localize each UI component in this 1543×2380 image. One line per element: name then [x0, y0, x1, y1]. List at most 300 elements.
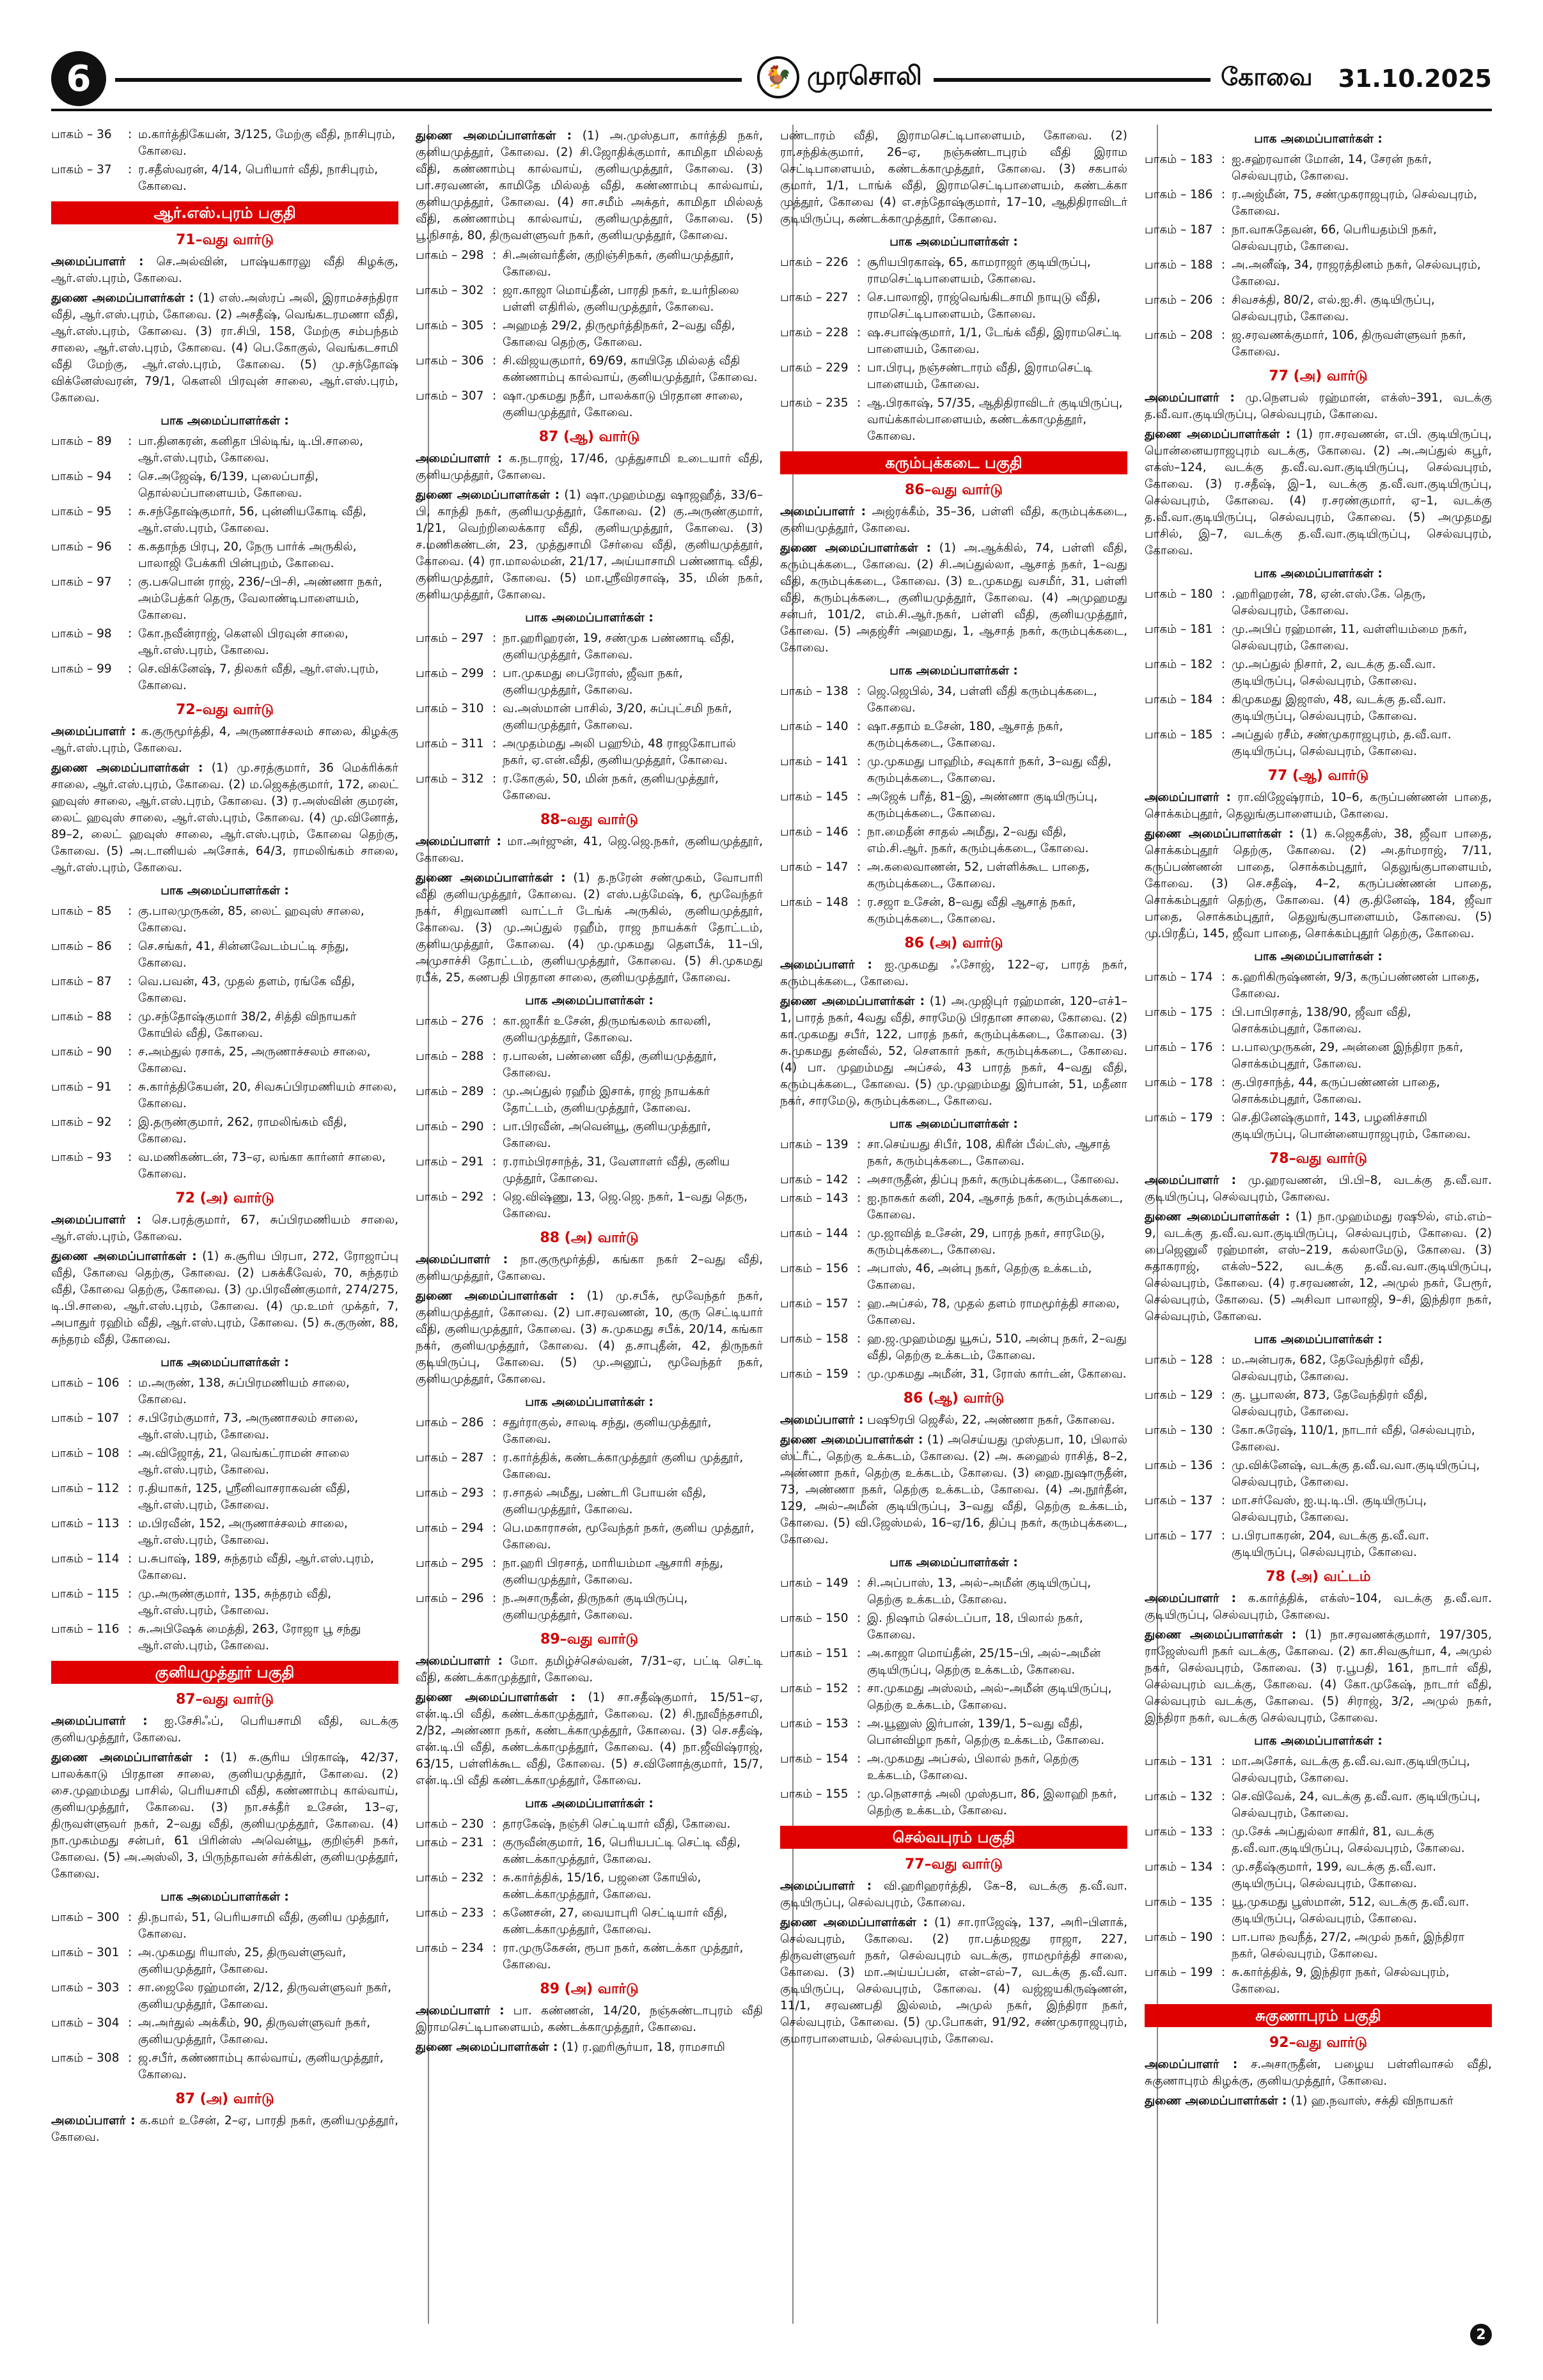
booth-entry [51, 1621, 398, 1654]
booth-entry [51, 938, 398, 972]
separator-colon: : [1221, 1459, 1226, 1472]
separator-colon: : [128, 1622, 132, 1636]
separator-colon: : [492, 1817, 497, 1831]
booth-number: பாகம் – 92 [51, 1116, 112, 1129]
subheading: பாக அமைப்பாளர்கள் : [525, 1396, 654, 1409]
booth-entry [51, 1445, 398, 1479]
role-label: அமைப்பாளர் : [416, 835, 501, 848]
booth-number: பாகம் – 155 [780, 1787, 849, 1801]
booth-entry [51, 661, 398, 694]
booth-entry [51, 1551, 398, 1584]
separator-colon: : [1221, 188, 1226, 201]
separator-colon: : [492, 389, 497, 403]
booth-appointee: மு.சந்தோஷ்குமார் 38/2, சித்தி விநாயகர் கோயில் வீதி, கோவை. [138, 1010, 357, 1040]
booth-entry [780, 1575, 1127, 1608]
separator-colon: : [492, 1451, 497, 1465]
appointee-details: ஐ.சேசிஃப், பெரியசாமி வீதி, வடக்கு குனியமுத்தூர், கோவை. [51, 1715, 398, 1745]
appointee-details: (1) அ.ஆக்கில், 74, பள்ளி வீதி, கரும்புக்கடை, கோவை. (2) சி.அப்துல்லா, ஆசாத் நகர், 1–வது வீதி, கரும்புக்கடை, கோவை. (3) உ.முகமது வசமீர், 31, பள்ளி வீதி, கரும்புக்கடை, குனியமுத்தூர், கோவை. (4) அமுஹமது சன்பர், 101/2, எம்.சி.ஆர்.நகர், பள்ளி வீதி, குனியமுத்தூர், கோவை. (5) அதஜ்சீர் அஹமது, 1, ஆசாத் நகர், கரும்புக்கடை, கோவை. [780, 541, 1127, 655]
separator-colon: : [492, 1416, 497, 1429]
separator-colon: : [1221, 1006, 1226, 1019]
booth-appointee: ஹ.அப்சல், 78, முதல் தளம் ராமமூர்த்தி சாலை, கோவை. [867, 1297, 1120, 1327]
separator-colon: : [492, 284, 497, 297]
role-label: துணை அமைப்பாளர்கள் : [780, 995, 925, 1008]
appointment-paragraph [416, 128, 763, 244]
booth-entry [1145, 1075, 1492, 1108]
section-heading: சுகுணாபுரம் பகுதி [1145, 2004, 1492, 2027]
booth-appointee: ரா.முருகேசன், ரூபா நகர், கண்டக்கா முத்தூர், கோவை. [503, 1941, 744, 1972]
separator-colon: : [128, 505, 132, 518]
booth-appointee: க.சுதாந்த பிரபு, 20, நேரு பார்க் அருகில், பாலாஜி பேக்கரி பின்புறம், கோவை. [138, 540, 357, 570]
booth-appointee: அ.காஜா மொய்தீன், 25/15–பி, அல்–அமீன் குடியிருப்பு, தெற்கு உக்கடம், கோவை. [867, 1647, 1101, 1677]
booth-number: பாகம் – 311 [416, 737, 484, 751]
appointee-details: பஷூரபி ஜெசீல், 22, அண்ணா நகர், கோவை. [867, 1413, 1115, 1427]
booth-number: பாகம் – 86 [51, 940, 112, 953]
booth-appointee: சு.அபிஷேக் மைத்தி, 263, ரோஜா பூ சந்து ஆர்.எஸ்.புரம், கோவை. [138, 1622, 361, 1653]
booth-appointee: சு.கார்த்திக், 9, இந்திரா நகர், செல்வபுரம், கோவை. [1232, 1966, 1450, 1996]
booth-number: பாகம் – 88 [51, 1010, 112, 1023]
appointee-details: பண்டாரம் வீதி, இராமசெட்டிபாளையம், கோவை. (2) ரா.சந்திக்குமார், 26–ஏ, நஞ்சுண்டாபுரம் வீதி இராம செட்டிபாளையம், கண்டக்காமுத்தூர், கோவை. (3) சகபால் குமார், 1/1, டாங்க் வீதி, இராமசெட்டிபாளையம், கண்டக்கா முத்தூர், கோவை (4) எ.சந்தோஷ்குமார், 17–10, ஆதிதிராவிடர் குடியிருப்பு, கண்டக்காமுத்தூர், கோவை. [780, 129, 1127, 226]
booth-entry [51, 1980, 398, 2013]
booth-entry [51, 162, 398, 195]
ward-heading: 89 (அ) வார்டு [540, 1981, 639, 1997]
booth-number: பாகம் – 36 [51, 128, 112, 141]
ward-heading: 77 (அ) வார்டு [1269, 368, 1368, 384]
booth-entry [1145, 1824, 1492, 1857]
booth-entry [780, 290, 1127, 323]
role-label: துணை அமைப்பாளர்கள் : [780, 541, 932, 555]
separator-colon: : [492, 1592, 497, 1605]
booth-number: பாகம் – 133 [1145, 1825, 1213, 1839]
booth-number: பாகம் – 229 [780, 361, 849, 375]
appointment-paragraph [780, 1878, 1127, 1911]
booth-number: பாகம் – 94 [51, 470, 112, 483]
separator-colon: : [492, 1486, 497, 1500]
appointment-paragraph [416, 451, 763, 484]
booth-entry [780, 1751, 1127, 1784]
booth-number: பாகம் – 182 [1145, 658, 1213, 671]
subheading: பாக அமைப்பாளர்கள் : [889, 664, 1018, 678]
booth-appointee: மா.சர்வேஸ், ஐ.யு.டி.பி. குடியிருப்பு, செல்வபுரம், கோவை. [1232, 1494, 1427, 1524]
booth-appointee: மு.அபிப் ரஹ்மான், 11, வள்ளியம்மை நகர், செல்வபுரம், கோவை. [1232, 623, 1468, 653]
separator-colon: : [857, 1297, 861, 1311]
subheading: பாக அமைப்பாளர்கள் : [1254, 567, 1382, 580]
booth-appointee: சூரியபிரகாஷ், 65, காமராஜர் குடியிருப்பு, ராமசெட்டிபாளையம், கோவை. [867, 256, 1091, 286]
booth-number: பாகம் – 185 [1145, 728, 1213, 742]
booth-number: பாகம் – 286 [416, 1416, 484, 1429]
booth-number: பாகம் – 99 [51, 662, 112, 676]
booth-entry [1145, 292, 1492, 325]
role-label: துணை அமைப்பாளர்கள் : [1145, 428, 1291, 441]
separator-colon: : [1221, 1895, 1226, 1909]
edition-name: கோவை [1221, 63, 1313, 91]
booth-entry [1145, 222, 1492, 255]
booth-number: பாகம் – 187 [1145, 223, 1213, 237]
booth-appointee: ர.பாலன், பண்ணை வீதி, குனியமுத்தூர், கோவை. [503, 1050, 717, 1080]
booth-appointee: பா.பால நவநீத், 27/2, அமுல் நகர், இந்திரா நகர், செல்வபுரம், கோவை. [1232, 1931, 1465, 1961]
separator-colon: : [1221, 223, 1226, 237]
booth-entry [780, 1716, 1127, 1749]
appointee-details: (1) எஸ்.அஸ்ரப் அலி, இராமச்சந்திரா வீதி, ஆர்.எஸ்.புரம், கோவை. (2) அசதீஷ், வெங்கடரமணா வீதி, ஆர்.எஸ்.புரம், கோவை. (3) ரா.சிபி, 158, மேற்கு சம்பந்தம் சாலை, ஆர்.எஸ்.புரம், கோவை. (4) பெ.கோகுல், வெங்கடசாமி வீதி மேற்கு, ஆர்.எஸ்.புரம், கோவை. (5) மு.சந்தோஷ் விக்னேஸ்வரன், 79/1, கௌலி பிரவுன் சாலை, ஆர்.எஸ்.புரம், கோவை. [51, 292, 398, 405]
booth-entry [416, 736, 763, 769]
booth-appointee: மு.அருண்குமார், 135, சுந்தரம் வீதி, ஆர்.எஸ்.புரம், கோவை. [138, 1587, 332, 1617]
separator-colon: : [857, 1612, 861, 1625]
separator-colon: : [492, 354, 497, 368]
separator-colon: : [128, 2016, 132, 2030]
booth-appointee: செ.தினேஷ்குமார், 143, பழனிச்சாமி குடியிருப்பு, பொன்னையராஜபுரம், கோவை. [1232, 1111, 1471, 1141]
booth-entry [1145, 1929, 1492, 1963]
booth-number: பாகம் – 142 [780, 1173, 849, 1186]
booth-entry [780, 824, 1127, 857]
separator-colon: : [1221, 153, 1226, 166]
appointment-paragraph [51, 760, 398, 876]
booth-appointee: சி.அன்வர்தீன், குறிஞ்சிநகர், குனியமுத்தூர், கோவை. [503, 249, 734, 279]
appointment-paragraph [416, 487, 763, 603]
booth-number: பாகம் – 293 [416, 1486, 484, 1500]
booth-number: பாகம் – 180 [1145, 587, 1213, 601]
appointment-paragraph [416, 1653, 763, 1686]
booth-entry [416, 771, 763, 804]
booth-appointee: நா.மைதீன் சாதல் அமீது, 2–வது வீதி, எம்.சி.ஆர். நகர், கரும்புக்கடை, கோவை. [867, 825, 1089, 855]
appointee-details: (1) சா.ராஜேஷ், 137, அரி–பிளாக், செல்வபுரம், கோவை. (2) ரா.பத்மஜது ராஜா, 227, திருவள்ளுவர் நகர், செல்வபுரம் வடக்கு, ராமமூர்த்தி சாலை, கோவை. (3) மா.அய்யப்பன், என்–எல்–7, வடக்கு த.வீ.வா. குடியிருப்பு, செல்வபுரம், கோவை. (4) வஜ்ஜயகிருஷ்ணன், 11/1, சரவணபதி இல்லம், அமுல் நகர், இந்திரா நகர், செல்வபுரம், கோவை. (5) மு.போகள், 91/92, சண்முகராஜபுரம், குமாரபாளையம், செல்வபுரம், கோவை. [780, 1916, 1127, 2046]
ward-heading: 77–வது வார்டு [904, 1856, 1003, 1872]
booth-number: பாகம் – 147 [780, 860, 849, 874]
appointment-paragraph [51, 254, 398, 287]
booth-appointee: பா.தினகரன், கனிதா பில்டிங், டி.பி.சாலை, ஆர்.எஸ்.புரம், கோவை. [138, 435, 363, 465]
appointee-details: (1) சா.சதீஷ்குமார், 15/51–ஏ, என்.டி.பி வீதி, கண்டக்காமுத்தூர், கோவை. (2) சி.நூவீந்தசாமி, 2/32, அண்ணா நகர், கண்டக்காமுத்தூர், கோவை. (3) செ.சதீஷ், என்.டி.பி வீதி, கண்டக்காமுத்தூர், கோவை. (4) நா.ஜீவிஷ்ராஜ், 63/15, பள்ளிக்கூட வீதி, கோவை. (5) ச.வினோத்குமார், 15/7, என்.டி.பி வீதி கண்டக்காமுத்தூர், கோவை. [416, 1691, 763, 1787]
role-label: துணை அமைப்பாளர்கள் : [416, 2041, 558, 2054]
booth-entry [780, 1645, 1127, 1679]
booth-entry [1145, 257, 1492, 290]
booth-appointee: நா.வாசுதேவன், 66, பெரியதம்பி நகர், செல்வபுரம், கோவை. [1232, 223, 1437, 253]
separator-colon: : [1221, 1755, 1226, 1768]
booth-number: பாகம் – 206 [1145, 293, 1213, 307]
separator-colon: : [492, 667, 497, 680]
separator-colon: : [857, 896, 861, 909]
separator-colon: : [128, 128, 132, 141]
separator-colon: : [128, 470, 132, 483]
separator-colon: : [1221, 1424, 1226, 1437]
page-footer-badge: 2 [1470, 2324, 1492, 2345]
booth-entry [51, 1114, 398, 1147]
booth-entry [780, 1172, 1127, 1188]
role-label: துணை அமைப்பாளர்கள் : [1145, 827, 1294, 841]
booth-number: பாகம் – 233 [416, 1906, 484, 1920]
booth-entry [780, 1225, 1127, 1259]
booth-number: பாகம் – 291 [416, 1155, 484, 1169]
booth-entry [1145, 187, 1492, 220]
separator-colon: : [857, 860, 861, 874]
role-label: அமைப்பாளர் : [780, 958, 872, 972]
booth-entry [416, 1520, 763, 1553]
booth-appointee: ர.கார்த்திக், கண்டக்காமுத்தூர் குனிய முத்தூர், கோவை. [503, 1451, 744, 1481]
appointee-details: (1) ஹ.நவாஸ், சக்தி விநாயகர் [1290, 2094, 1453, 2108]
separator-colon: : [857, 396, 861, 410]
role-label: துணை அமைப்பாளர்கள் : [416, 488, 560, 502]
booth-appointee: சு.சந்தோஷ்குமார், 56, புன்னியகோடி வீதி, ஆர்.எஸ்.புரம், கோவை. [138, 505, 366, 535]
appointee-details: (1) நா.சரவணக்குமார், 197/305, ராஜேஸ்வரி நகர் வடக்கு, கோவை. (2) கா.சிவசூர்யா, 4, அமுல் நகர், செல்வபுரம், கோவை. (3) ர.பூபதி, 161, நாடார் வீதி, செல்வபுரம் வடக்கு, கோவை. (4) கோ.முகேஷ், நாடார் வீதி, செல்வபுரம் வடக்கு, கோவை. (5) சிராஜ், 3/2, அமுல் நகர், இந்திரா நகர், வடக்கு செல்வபுரம், கோவை. [1145, 1628, 1492, 1725]
booth-entry [416, 283, 763, 316]
role-label: துணை அமைப்பாளர்கள் : [780, 1916, 928, 1929]
booth-appointee: மு.அப்துல் நிசார், 2, வடக்கு த.வீ.வா. குடியிருப்பு, செல்வபுரம், கோவை. [1232, 658, 1436, 688]
appointment-paragraph [51, 1713, 398, 1746]
appointment-paragraph [51, 1212, 398, 1245]
appointee-details: (1) ரா.சரவணன், எ.பி. குடியிருப்பு, பொன்னையராஜபுரம் வடக்கு, கோவை. (2) அ.அப்துல் கபூர், எக்ஸ்–124, வடக்கு த.வீ.வ.வா.குடியிருப்பு, செல்வபுரம், கோவை. (3) ர.சதீஷ், இ–1, வடக்கு த.வீ.வா.குடியிருப்பு, செல்வபுரம், கோவை. (4) ர.சரண்குமார், ஏ–1, வடக்கு த.வீ.வா.குடியிருப்பு, செல்வபுரம், கோவை. (5) அமுதமது பாசில், இ–7, வடக்கு த.வீ.வா.குடியிருப்பு, செல்வபுரம், கோவை. [1145, 428, 1492, 557]
booth-number: பாகம் – 131 [1145, 1755, 1213, 1768]
booth-appointee: ஜெ.விஷ்ணு, 13, ஜெ.ஜெ. நகர், 1–வது தெரு, கோவை. [503, 1190, 748, 1220]
booth-entry [416, 388, 763, 421]
masthead-rule-right [934, 78, 1241, 82]
masthead [51, 51, 1492, 111]
booth-number: பாகம் – 178 [1145, 1076, 1213, 1089]
booth-appointee: ப.பிரபாகரன், 204, வடக்கு த.வீ.வா. குடியிருப்பு, செல்வபுரம், கோவை. [1232, 1529, 1429, 1559]
booth-number: பாகம் – 137 [1145, 1494, 1213, 1507]
booth-entry [51, 1410, 398, 1443]
separator-colon: : [492, 772, 497, 786]
booth-number: பாகம் – 183 [1145, 153, 1213, 166]
booth-entry [1145, 1004, 1492, 1038]
separator-colon: : [857, 1173, 861, 1186]
booth-entry [416, 1154, 763, 1187]
booth-appointee: கு.பசுபொன் ராஜ், 236/–பி–சி, அண்ணா நகர், அம்பேத்கர் தெரு, வேலாண்டிபாளையம், கோவை. [138, 575, 382, 622]
booth-appointee: அ.யூனுஸ் இர்பான், 139/1, 5–வது வீதி, பொன்விழா நகர், தெற்கு உக்கடம், கோவை. [867, 1717, 1105, 1747]
booth-appointee: ஜ.சரவணக்குமார், 106, திருவள்ளுவர் நகர், கோவை. [1232, 329, 1466, 359]
appointment-paragraph [416, 1252, 763, 1285]
booth-entry [416, 1591, 763, 1624]
subheading: பாக அமைப்பாளர்கள் : [161, 1356, 289, 1369]
booth-number: பாகம் – 37 [51, 163, 112, 176]
appointment-paragraph [416, 2003, 763, 2036]
appointee-details: (1) த.நரேன் சண்முகம், வோபாரி வீதி குனியமுத்தூர், கோவை. (2) எஸ்.பத்மேஷ், 6, மூவேந்தர் நகர், சிறுவாணி வாட்டர் டேங்க் அருகில், குனியமுத்தூர், கோவை. (3) மு.அப்துல் ரஹீம், ராஜ நாயக்கர் தோட்டம், குனியமுத்தூர், கோவை. (4) மு.முகமது தௌபீக், 11–பி, அமுசாச்சி தோட்டம், குனியமுத்தூர், கோவை. (5) சி.முகமது ரபீக், 25, கணபதி பிரதான சாலை, குனியமுத்தூர், கோவை. [416, 871, 763, 984]
separator-colon: : [857, 825, 861, 839]
booth-appointee: ஐ.சஹ்ரவான் மோன், 14, சேரன் நகர், செல்வபுரம், கோவை. [1232, 153, 1432, 183]
booth-number: பாகம் – 312 [416, 772, 484, 786]
separator-colon: : [1221, 1111, 1226, 1124]
booth-appointee: மு.முகமது பாஹிம், சவுகார் நகர், 3–வது வீதி, கரும்புக்கடை, கோவை. [867, 755, 1112, 785]
booth-appointee: அஹமத் 29/2, திருமூர்த்திநகர், 2–வது வீதி, கோவை தெற்கு, கோவை. [503, 319, 735, 349]
booth-entry [51, 903, 398, 937]
booth-appointee: ம.அருண், 138, சுப்பிரமணியம் சாலை, கோவை. [138, 1376, 350, 1406]
booth-appointee: ர.ராம்பிரசாந்த், 31, வேளாளர் வீதி, குனிய முத்தூர், கோவை. [503, 1155, 730, 1185]
separator-colon: : [128, 1080, 132, 1094]
column-1 [51, 125, 398, 2337]
appointee-details: ஐ.முகமது ஃசோஜ், 122–ஏ, பாரத் நகர், கரும்புக்கடை, கோவை. [780, 958, 1127, 988]
booth-number: பாகம் – 276 [416, 1015, 484, 1028]
booth-entry [416, 1940, 763, 1973]
booth-entry [416, 1870, 763, 1903]
role-label: அமைப்பாளர் : [780, 1413, 864, 1427]
separator-colon: : [1221, 1076, 1226, 1089]
ward-heading: 87 (அ) வார்டு [175, 2091, 274, 2107]
separator-colon: : [857, 1787, 861, 1801]
appointment-paragraph [1145, 390, 1492, 423]
appointment-paragraph [1145, 1627, 1492, 1727]
booth-appointee: ர.சதீஸ்வரன், 4/14, பெரியார் வீதி, நாசிபுரம், கோவை. [138, 163, 379, 193]
separator-colon: : [1221, 258, 1226, 272]
role-label: அமைப்பாளர் : [51, 255, 144, 268]
booth-number: பாகம் – 90 [51, 1045, 112, 1059]
booth-appointee: நா.ஹரி பிரசாத், மாரியம்மா ஆசாரி சந்து, குனியமுத்தூர், கோவை. [503, 1557, 724, 1587]
booth-entry [780, 1681, 1127, 1714]
booth-number: பாகம் – 153 [780, 1717, 849, 1731]
booth-entry [1145, 1387, 1492, 1420]
booth-appointee: ஜா.காஜா மொய்தீன், பாரதி நகர், உயர்நிலை பள்ளி எதிரில், குனியமுத்தூர், கோவை. [503, 284, 739, 314]
booth-entry [416, 1013, 763, 1046]
booth-number: பாகம் – 297 [416, 632, 484, 645]
booth-number: பாகம் – 132 [1145, 1790, 1213, 1803]
booth-appointee: ம.பிரவீன், 152, அருணாச்சலம் சாலை, ஆர்.எஸ்.புரம், கோவை. [138, 1517, 348, 1547]
booth-appointee: தாரகேஷ், நஞ்சி செட்டியார் வீதி, கோவை. [503, 1817, 731, 1831]
booth-appointee: அ.முகமது அப்சல், பிலால் நகர், தெற்கு உக்கடம், கோவை. [867, 1752, 1079, 1782]
separator-colon: : [128, 575, 132, 589]
booth-number: பாகம் – 148 [780, 896, 849, 909]
booth-appointee: பி.பாபிரசாத், 138/90, ஜீவா வீதி, சொக்கம்புதூர், கோவை. [1232, 1006, 1411, 1036]
booth-number: பாகம் – 176 [1145, 1041, 1213, 1054]
appointment-paragraph [51, 1750, 398, 1883]
separator-colon: : [1221, 1790, 1226, 1803]
separator-colon: : [857, 1332, 861, 1346]
booth-entry [51, 1079, 398, 1112]
booth-appointee: சா.ஜைலே ரஹ்மான், 2/12, திருவள்ளுவர் நகர், குனியமுத்தூர், கோவை. [138, 1981, 391, 2011]
subheading: பாக அமைப்பாளர்கள் : [1254, 132, 1382, 146]
booth-entry [416, 1555, 763, 1589]
separator-colon: : [1221, 1529, 1226, 1543]
booth-appointee: ஆ.பிரகாஷ், 57/35, ஆதிதிராவிடர் குடியிருப்பு, வாய்க்கால்பாளையம், கண்டக்காமுத்தூர், கோவை. [867, 396, 1123, 443]
booth-number: பாகம் – 157 [780, 1297, 849, 1311]
booth-appointee: பா.பிரபு, நஞ்சண்டாரம் வீதி, இராமசெட்டி பாளையம், கோவை. [867, 361, 1093, 391]
role-label: அமைப்பாளர் : [1145, 391, 1235, 405]
role-label: அமைப்பாளர் : [51, 1715, 148, 1728]
booth-number: பாகம் – 130 [1145, 1424, 1213, 1437]
booth-appointee: மு.நௌசாத் அலி முஸ்தபா, 86, இலாஹி நகர், தெற்கு உக்கடம், கோவை. [867, 1787, 1117, 1817]
booth-number: பாகம் – 140 [780, 720, 849, 733]
separator-colon: : [1221, 1966, 1226, 1979]
booth-entry [416, 1450, 763, 1483]
role-label: துணை அமைப்பாளர்கள் : [51, 761, 203, 775]
section-heading: செல்வபுரம் பகுதி [780, 1826, 1127, 1849]
role-label: அமைப்பாளர் : [1145, 1592, 1237, 1605]
separator-colon: : [128, 905, 132, 918]
booth-entry [51, 1909, 398, 1943]
booth-appointee: தி.நபால், 51, பெரியசாமி வீதி, குனிய முத்தூர், கோவை. [138, 1911, 389, 1941]
subheading: பாக அமைப்பாளர்கள் : [889, 1117, 1018, 1131]
masthead-rule-left [115, 78, 742, 82]
booth-entry [1145, 969, 1492, 1002]
separator-colon: : [128, 662, 132, 676]
appointee-details: பா. கண்ணன், 14/20, நஞ்சுண்டாபுரம் வீதி இராமசெட்டிபாளையம், கண்டக்காமுத்தூர், கோவை. [416, 2004, 763, 2034]
booth-entry [780, 1610, 1127, 1644]
booth-appointee: ஜெ.ஜெபில், 34, பள்ளி வீதி கரும்புக்கடை, கோவை. [867, 685, 1097, 715]
role-label: துணை அமைப்பாளர்கள் : [416, 1691, 576, 1704]
booth-entry [416, 630, 763, 664]
newspaper-logo [748, 55, 931, 100]
booth-appointee: பெ.மகாராசன், மூவேந்தர் நகர், குனிய முத்தூர், கோவை. [503, 1521, 755, 1552]
ward-heading: 86 (ஆ) வார்டு [903, 1390, 1005, 1406]
booth-entry [780, 1366, 1127, 1383]
booth-appointee: கோ.நவீன்ராஜ், கௌலி பிரவுன் சாலை, ஆர்.எஸ்.புரம், கோவை. [138, 627, 349, 657]
separator-colon: : [492, 1836, 497, 1849]
role-label: அமைப்பாளர் : [416, 452, 503, 465]
booth-appointee: அப்துல் ரசீம், சண்முகராஜபுரம், த.வீ.வா. குடியிருப்பு, செல்வபுரம், கோவை. [1232, 728, 1452, 758]
separator-colon: : [857, 1192, 861, 1205]
booth-appointee: அ.அர்துல் அக்கீம், 90, திருவள்ளுவர் நகர், குனியமுத்தூர், கோவை. [138, 2016, 371, 2046]
booth-entry [51, 2015, 398, 2048]
separator-colon: : [492, 737, 497, 751]
booth-entry [416, 1905, 763, 1938]
booth-number: பாகம் – 114 [51, 1552, 120, 1566]
booth-appointee: வ.மணிகண்டன், 73–ஏ, லங்கா கார்னர் சாலை, கோவை. [138, 1151, 386, 1181]
booth-entry [780, 1261, 1127, 1294]
appointment-paragraph [51, 2113, 398, 2146]
appointment-paragraph [1145, 826, 1492, 942]
booth-entry [416, 701, 763, 734]
appointment-paragraph [51, 1248, 398, 1348]
role-label: துணை அமைப்பாளர்கள் : [780, 1433, 923, 1447]
booth-number: பாகம் – 296 [416, 1592, 484, 1605]
booth-appointee: மு.சேக் அப்துல்லா சாகிர், 81, வடக்கு த.வீ.வா.குடியிருப்பு, செல்வபுரம், கோவை. [1232, 1825, 1465, 1855]
booth-entry [780, 859, 1127, 892]
separator-colon: : [1221, 1388, 1226, 1402]
booth-number: பாகம் – 305 [416, 319, 484, 332]
separator-colon: : [128, 1552, 132, 1566]
booth-appointee: மு.முகமது அமீன், 31, ரோஸ் கார்டன், கோவை. [867, 1367, 1127, 1381]
booth-appointee: அஜேக் பரீத், 81–இ, அண்ணா குடியிருப்பு, கரும்புக்கடை, கோவை. [867, 790, 1098, 820]
separator-colon: : [492, 1015, 497, 1028]
appointee-details: க.கார்த்திக், எக்ஸ்–104, வடக்கு த.வீ.வா. குடியிருப்பு, செல்வபுரம், கோவை. [1145, 1592, 1492, 1622]
section-heading: ஆர்.எஸ்.புரம் பகுதி [51, 201, 398, 224]
separator-colon: : [1221, 728, 1226, 742]
role-label: அமைப்பாளர் : [1145, 2058, 1238, 2071]
booth-number: பாகம் – 134 [1145, 1860, 1213, 1874]
section-heading: குனியமுத்தூர் பகுதி [51, 1661, 398, 1684]
booth-appointee: சு.கார்த்திகேயன், 20, சிவசுப்பிரமணியம் சாலை, கோவை. [138, 1080, 397, 1110]
booth-entry [51, 433, 398, 467]
booth-number: பாகம் – 96 [51, 540, 112, 554]
role-label: அமைப்பாளர் : [416, 1654, 503, 1668]
appointment-paragraph [51, 724, 398, 757]
separator-colon: : [1221, 1041, 1226, 1054]
booth-number: பாகம் – 299 [416, 667, 484, 680]
separator-colon: : [1221, 693, 1226, 706]
booth-number: பாகம் – 112 [51, 1482, 120, 1495]
separator-colon: : [128, 1151, 132, 1164]
booth-number: பாகம் – 306 [416, 354, 484, 368]
booth-number: பாகம் – 288 [416, 1050, 484, 1063]
booth-number: பாகம் – 116 [51, 1622, 120, 1636]
separator-colon: : [857, 755, 861, 768]
booth-entry [51, 1044, 398, 1077]
booth-appointee: மு.விக்னேஷ், வடக்கு த.வீ.வ.வா.குடியிருப்பு, செல்வபுரம், கோவை. [1232, 1459, 1480, 1489]
ward-heading: 89–வது வார்டு [540, 1631, 639, 1647]
appointee-details: (1) மு.சரத்குமார், 36 மெக்ரிக்கர் சாலை, ஆர்.எஸ்.புரம், கோவை. (2) ம.ஜெகத்குமார், 172, லைட் ஹவுஸ் சாலை, ஆர்.எஸ்.புரம், கோவை. (3) ர.அஸ்வின் குமரன், லைட் ஹவுஸ் சாலை, ஆர்.எஸ்.புரம், கோவை. (4) மு.வினோத், 89–2, லைட் ஹவுஸ் சாலை, ஆர்.எஸ்.புரம், கோவை தெற்கு, கோவை. (5) அ.டானியல் அசோக், 64/3, ராமலிங்கம் சாலை, ஆர்.எஸ்.புரம், கோவை. [51, 761, 398, 875]
separator-colon: : [128, 1911, 132, 1924]
separator-colon: : [1221, 970, 1226, 984]
separator-colon: : [857, 1682, 861, 1695]
appointment-paragraph [416, 2039, 763, 2056]
role-label: துணை அமைப்பாளர்கள் : [416, 129, 572, 143]
subheading: பாக அமைப்பாளர்கள் : [1254, 950, 1382, 963]
booth-appointee: செ.விவேக், 24, வடக்கு த.வீ.வா. குடியிருப்பு, செல்வபுரம், கோவை. [1232, 1790, 1481, 1820]
booth-number: பாகம் – 231 [416, 1836, 484, 1849]
booth-number: பாகம் – 135 [1145, 1895, 1213, 1909]
appointee-details: மா.அர்ஜுன், 41, ஜெ.ஜெ.நகர், குனியமுத்தூர், கோவை. [416, 835, 763, 865]
booth-entry [1145, 1894, 1492, 1927]
appointee-details: மு.ஹரவணன், பி.பி–8, வடக்கு த.வீ.வா. குடியிருப்பு, செல்வபுரம், கோவை. [1145, 1174, 1492, 1204]
booth-number: பாகம் – 227 [780, 291, 849, 304]
appointee-details: (1) சு.சூரிய பிரகாஷ், 42/37, பாலக்காடு பிரதான சாலை, குனியமுத்தூர், கோவை. (2) சை.முஹம்மது பாசில், பெரியசாமி வீதி, கண்ணாம்பு கால்வாய், குனியமுத்தூர், கோவை. (3) நா.சக்தீர் உசேன், 13–ஏ, திருவள்ளுவர் நகர், 2–வது வீதி, குனியமுத்தூர், கோவை. (4) நா.முகம்மது சன்பர், 61 பிரின்ஸ் அவென்யூ, குறிஞ்சி நகர், கோவை. (5) அ.அஸ்லி, 3, பிருந்தாவன் சர்க்கிள், குனியமுத்தூர், கோவை. [51, 1751, 398, 1881]
booth-appointee: ஹ.ஜ.முஹம்மது யூசுப், 510, அன்பு நகர், 2–வது வீதி, தெற்கு உக்கடம், கோவை. [867, 1332, 1127, 1362]
booth-appointee: மா.அசோக், வடக்கு த.வீ.வ.வா.குடியிருப்பு, செல்வபுரம், கோவை. [1232, 1755, 1471, 1785]
booth-appointee: க.ஹரிகிருஷ்ணன், 9/3, கருப்பண்ணன் பாதை, கோவை. [1232, 970, 1480, 1000]
